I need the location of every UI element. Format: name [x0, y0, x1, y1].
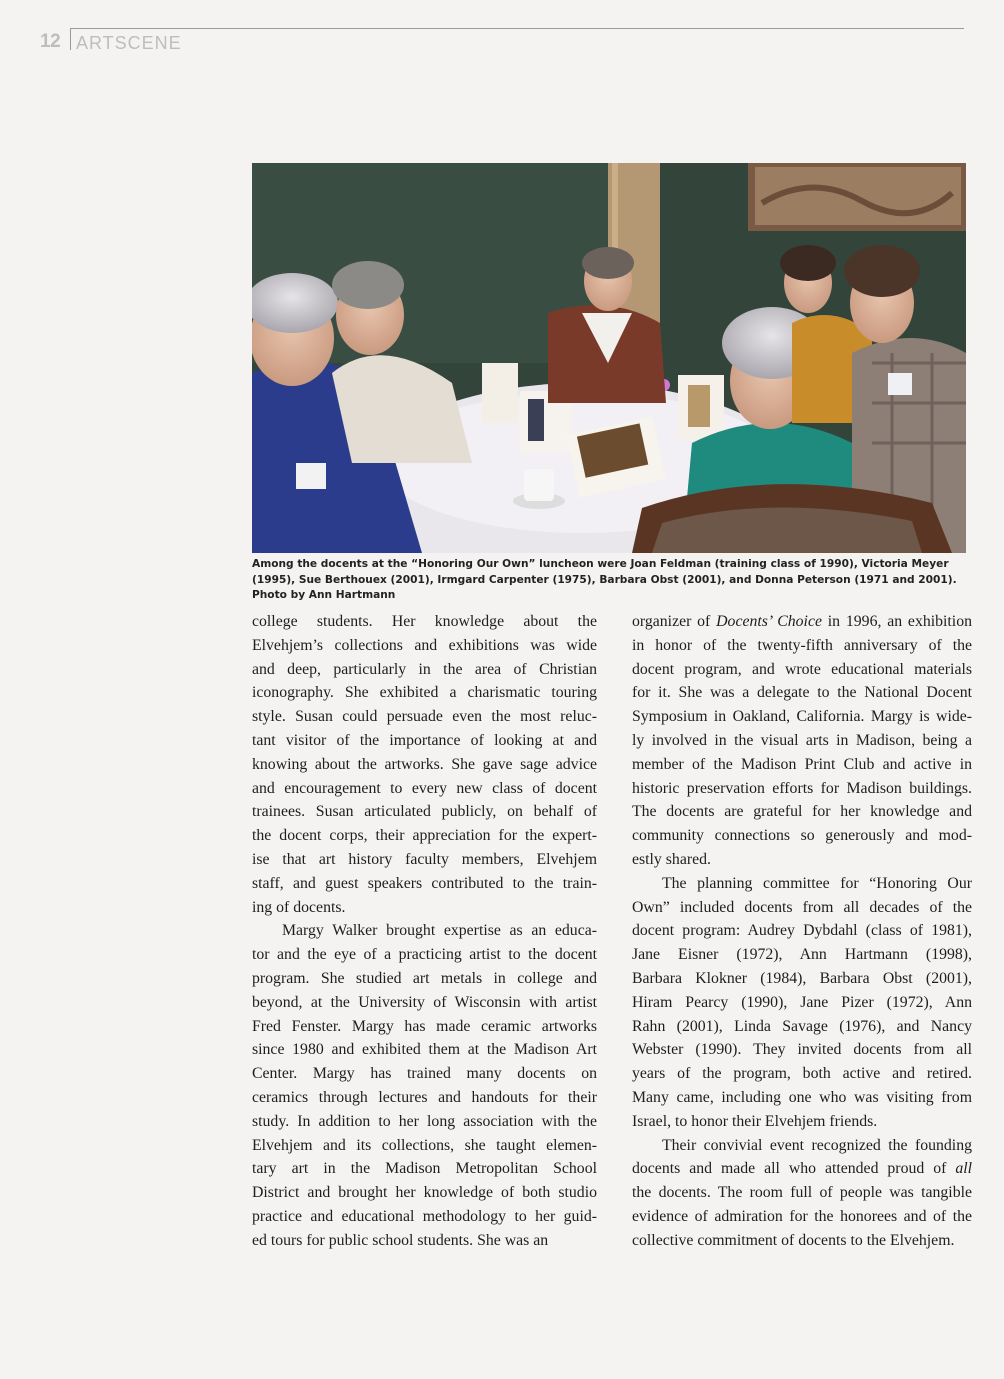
text-line: trainees. Susan articulated publicly, on behalf of: [252, 803, 597, 821]
header-separator: [70, 28, 71, 50]
text-line: docents and made all who attended proud of all: [632, 1160, 972, 1178]
text-line: community connections so generously and mod-: [632, 827, 972, 845]
text-line: tary art in the Madison Metropolitan School: [252, 1160, 597, 1178]
text-line: Margy Walker brought expertise as an educa-: [282, 922, 597, 940]
text-line: District and brought her knowledge of both studio: [252, 1184, 597, 1202]
text-line: staff, and guest speakers contributed to the train-: [252, 874, 597, 892]
text-line: tor and the eye of a practicing artist to the docent: [252, 946, 597, 964]
text-line: docent program: Audrey Dybdahl (class of 1981),: [632, 922, 972, 940]
text-line: knowing about the artworks. She gave sage advice: [252, 755, 597, 773]
text-line: program. She studied art metals in college and: [252, 969, 597, 987]
text-line: Many came, including one who was visiting from: [632, 1088, 972, 1106]
text-line: collective commitment of docents to the Elvehjem.: [632, 1231, 955, 1249]
text-line: and deep, particularly in the area of Christian: [252, 660, 597, 678]
text-line: Rahn (2001), Linda Savage (1976), and Nancy: [632, 1017, 972, 1035]
paragraph: [632, 610, 972, 872]
text-line: Israel, to honor their Elvehjem friends.: [632, 1112, 878, 1130]
text-line: for it. She was a delegate to the National Docent: [632, 684, 972, 702]
header-rule: [70, 28, 964, 29]
page-number: 12: [40, 31, 61, 52]
text-line: Center. Margy has trained many docents on: [252, 1065, 597, 1083]
text-line: Symposium in Oakland, California. Margy is wide-: [632, 708, 972, 726]
text-line: Webster (1990). They invited docents from all: [632, 1041, 972, 1059]
text-line: practice and educational methodology to her guid-: [252, 1207, 597, 1225]
text-line: Jane Eisner (1972), Ann Hartmann (1998),: [632, 946, 972, 964]
text-line: member of the Madison Print Club and active in: [632, 755, 972, 773]
paragraph: [632, 872, 972, 1134]
text-line: years of the program, both active and retired.: [632, 1065, 972, 1083]
text-line: Elvehjem’s collections and exhibitions was wide: [252, 636, 597, 654]
text-line: since 1980 and exhibited them at the Madison Art: [252, 1041, 597, 1059]
text-line: beyond, at the University of Wisconsin with artist: [252, 993, 597, 1011]
text-line: historic preservation efforts for Madison buildings.: [632, 779, 972, 797]
text-line: The planning committee for “Honoring Our: [662, 874, 972, 892]
paragraph: [632, 1134, 972, 1253]
text-line: the docent corps, their appreciation for the expert-: [252, 827, 597, 845]
text-line: ceramics through lectures and handouts for their: [252, 1088, 597, 1106]
text-line: Barbara Klokner (1984), Barbara Obst (2001),: [632, 969, 972, 987]
text-line: ly involved in the visual arts in Madison, being a: [632, 731, 972, 749]
text-line: docent program, and wrote educational materials: [632, 660, 972, 678]
text-line: organizer of Docents’ Choice in 1996, an exhibition: [632, 613, 972, 630]
text-line: ed tours for public school students. She was an: [252, 1231, 549, 1249]
photo-caption: Among the docents at the “Honoring Our Own” luncheon were Joan Feldman (training class of 1990), Victoria Meyer (1995), Sue Berthouex (2001), Irmgard Carpenter (1975), Barbara Obst (2001), and Donna Peterson (1971 and 2001). Photo by Ann Hartmann: [252, 558, 957, 601]
text-line: style. Susan could persuade even the most reluc-: [252, 708, 597, 726]
text-line: and encouragement to every new class of docent: [252, 779, 597, 797]
text-line: study. In addition to her long association with the: [252, 1112, 597, 1130]
text-line: Fred Fenster. Margy has made ceramic artworks: [252, 1017, 597, 1035]
text-line: ise that art history faculty members, Elvehjem: [252, 850, 597, 868]
text-line: tant visitor of the importance of looking at and: [252, 731, 597, 749]
text-line: iconography. She exhibited a charismatic touring: [252, 684, 597, 702]
body-column-right: [632, 610, 972, 1253]
text-line: Elvehjem and its collections, she taught elemen-: [252, 1136, 597, 1154]
text-line: college students. Her knowledge about the: [252, 613, 597, 630]
body-column-left: [252, 610, 597, 1253]
text-line: Their convivial event recognized the founding: [662, 1136, 972, 1154]
paragraph: [252, 919, 597, 1252]
section-title: ARTSCENE: [76, 33, 182, 53]
text-line: estly shared.: [632, 850, 711, 868]
text-line: evidence of admiration for the honorees and of the: [632, 1207, 972, 1225]
paragraph: [252, 610, 597, 919]
text-line: The docents are grateful for her knowledge and: [632, 803, 972, 821]
text-line: in honor of the twenty-fifth anniversary of the: [632, 636, 972, 654]
text-line: ing of docents.: [252, 898, 346, 916]
text-line: the docents. The room full of people was tangible: [632, 1184, 972, 1202]
luncheon-photo: [252, 163, 966, 553]
text-line: Own” included docents from all decades of the: [632, 898, 972, 916]
text-line: Hiram Pearcy (1990), Jane Pizer (1972), Ann: [632, 993, 972, 1011]
